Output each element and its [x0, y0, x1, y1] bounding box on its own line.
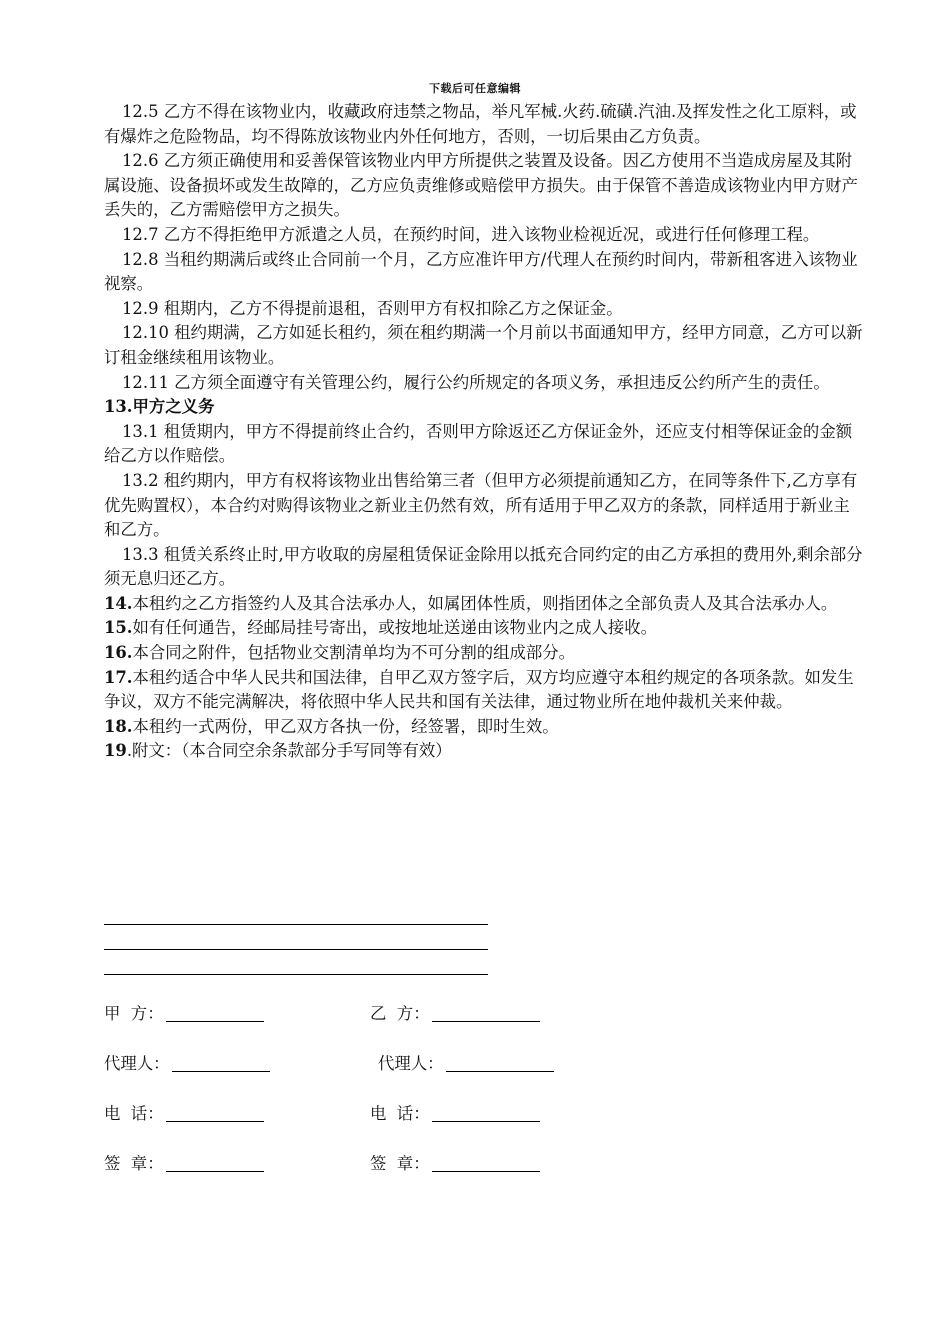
agent-a-blank [172, 1070, 270, 1072]
phone-b-field [370, 1100, 540, 1124]
agent-a-field [104, 1050, 270, 1074]
clause-13-3: 13.3 租赁关系终止时,甲方收取的房屋租赁保证金除用以抵充合同约定的由乙方承担的费用外,剩余部分须无息归还乙方。 [104, 544, 863, 589]
party-b-label: 乙 方： [370, 1004, 430, 1023]
clause-13-1: 13.1 租赁期内，甲方不得提前终止合约，否则甲方除返还乙方保证金外，还应支付相等保证金的金额给乙方以作赔偿。 [104, 421, 853, 466]
phone-a-field [104, 1100, 264, 1124]
clause-12-8: 12.8 当租约期满后或终止合同前一个月，乙方应准许甲方/代理人在预约时间内，带新租客进入该物业视察。 [104, 249, 858, 294]
clause-text: 如有任何通告，经邮局挂号寄出，或按地址送递由该物业内之成人接收。 [132, 618, 658, 638]
seal-b-blank [432, 1170, 540, 1172]
party-b-field [370, 1000, 540, 1024]
clause-text: 本租约之乙方指签约人及其合法承办人，如属团体性质，则指团体之全部负责人及其合法承办人。 [132, 593, 838, 613]
clause-12-11: 12.11 乙方须全面遵守有关管理公约，履行公约所规定的各项义务，承担违反公约所产生的责任。 [122, 372, 830, 392]
clause-number: 18. [104, 716, 133, 736]
blank-line [104, 925, 488, 950]
seal-b-label: 签 章： [370, 1154, 430, 1173]
clause-number: 14. [104, 593, 133, 613]
seal-a-label: 签 章： [104, 1154, 164, 1173]
clause-15 [104, 616, 864, 641]
clause-14 [104, 592, 864, 617]
phone-a-blank [166, 1120, 264, 1122]
seal-b-field [370, 1150, 540, 1174]
clause-number: 19 [104, 741, 127, 761]
clause-12-7: 12.7 乙方不得拒绝甲方派遣之人员，在预约时间，进入该物业检视近况，或进行任何修理工程。 [122, 224, 820, 244]
clause-text: .附文：（本合同空余条款部分手写同等有效） [126, 741, 452, 761]
appendix-blank-lines [104, 900, 488, 975]
contract-body [104, 100, 864, 764]
clause-17 [104, 666, 864, 715]
party-b-blank [432, 1020, 540, 1022]
clause-18 [104, 715, 864, 740]
phone-b-blank [432, 1120, 540, 1122]
clause-19 [104, 739, 864, 764]
agent-b-field [378, 1050, 554, 1074]
phone-a-label: 电 话： [104, 1104, 164, 1123]
phone-b-label: 电 话： [370, 1104, 430, 1123]
blank-line [104, 950, 488, 975]
clause-12-5: 12.5 乙方不得在该物业内，收藏政府违禁之物品，举凡军械.火药.硫磺.汽油.及挥发性之化工原料，或有爆炸之危险物品，均不得陈放该物业内外任何地方，否则，一切后果由乙方负责。 [104, 102, 857, 146]
page-header: 下载后可任意编辑 [429, 82, 521, 95]
clause-12-10: 12.10 租约期满，乙方如延长租约，须在租约期满一个月前以书面通知甲方，经甲方同意，乙方可以新订租金继续租用该物业。 [104, 323, 863, 367]
seal-a-blank [166, 1170, 264, 1172]
clause-text: 本租约适合中华人民共和国法律，自甲乙双方签字后，双方均应遵守本租约规定的各项条款。如发生争议，双方不能完满解决，将依照中华人民共和国有关法律，通过物业所在地仲裁机关来仲裁。 [104, 667, 854, 712]
clause-text: 本合同之附件，包括物业交割清单均为不可分割的组成部分。 [132, 643, 576, 663]
section-13-title: 13.甲方之义务 [104, 397, 215, 417]
agent-b-label: 代理人： [378, 1054, 444, 1073]
seal-a-field [104, 1150, 264, 1174]
clause-12-6: 12.6 乙方须正确使用和妥善保管该物业内甲方所提供之装置及设备。因乙方使用不当造成房屋及其附属设施、设备损坏或发生故障的，乙方应负责维修或赔偿甲方损失。由于保管不善造成该物业内甲方财产丢失的，乙方需赔偿甲方之损失。 [104, 151, 858, 220]
party-a-blank [166, 1020, 264, 1022]
clause-16 [104, 641, 864, 666]
party-a-label: 甲 方： [104, 1004, 164, 1023]
agent-a-label: 代理人： [104, 1054, 170, 1073]
blank-line [104, 900, 488, 925]
clause-text: 本租约一式两份，甲乙双方各执一份，经签署，即时生效。 [132, 716, 559, 736]
clause-number: 15. [104, 618, 133, 638]
party-a-field [104, 1000, 264, 1024]
clause-12-9: 12.9 租期内，乙方不得提前退租，否则甲方有权扣除乙方之保证金。 [122, 298, 623, 318]
agent-b-blank [446, 1070, 554, 1072]
clause-13-2: 13.2 租约期内，甲方有权将该物业出售给第三者（但甲方必须提前通知乙方，在同等条件下,乙方享有优先购置权），本合约对购得该物业之新业主仍然有效，所有适用于甲乙双方的条款，同样适用于新业主和乙方。 [104, 470, 858, 540]
clause-number: 16. [104, 643, 133, 663]
clause-number: 17. [104, 667, 133, 687]
